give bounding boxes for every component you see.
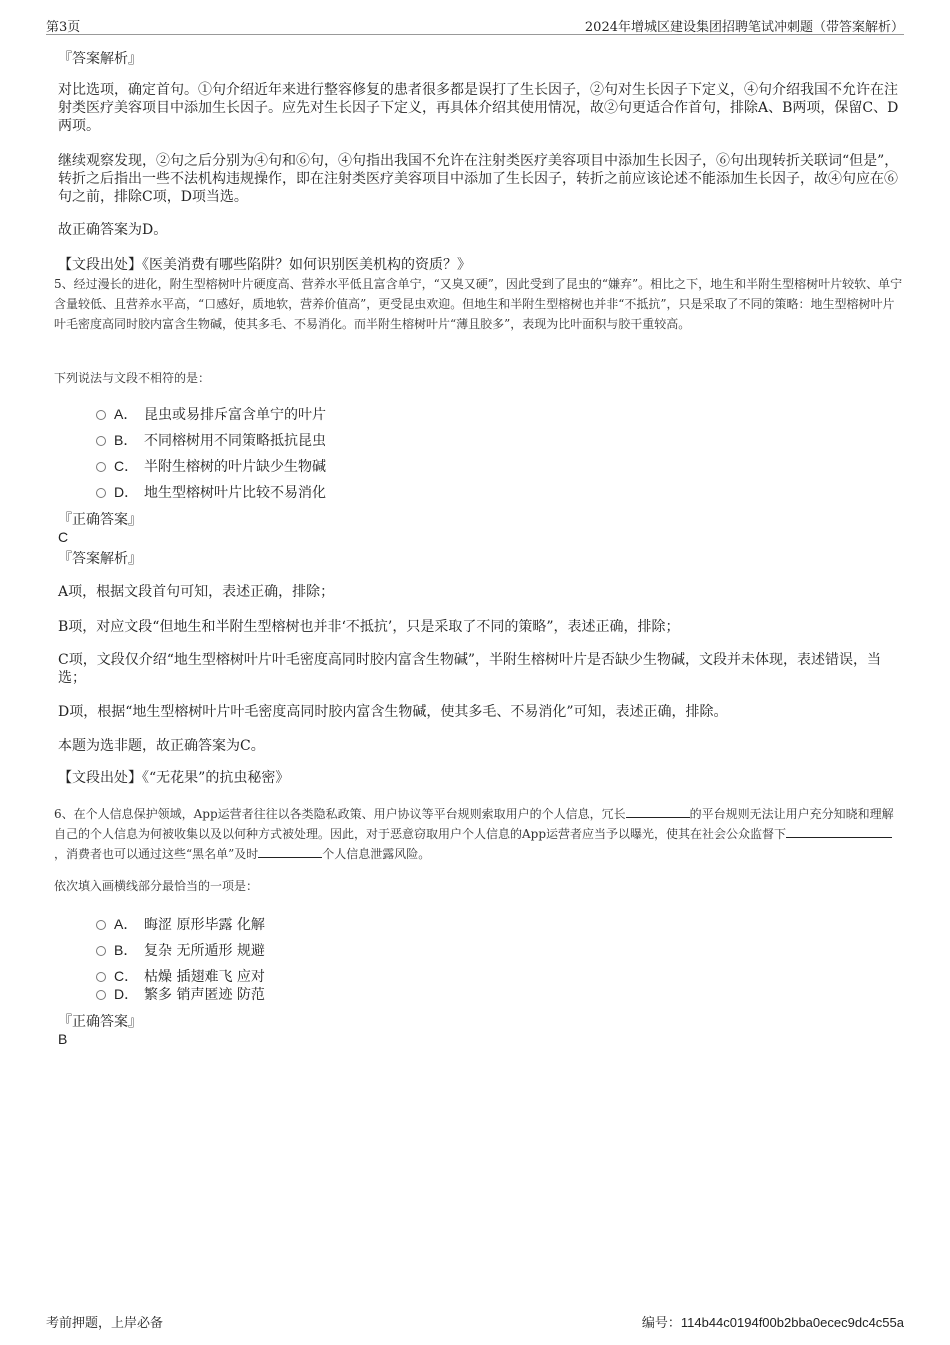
q6-stem: 6、在个人信息保护领域，App运营者往往以各类隐私政策、用户协议等平台规则索取用户的个人信息，冗长 的平台规则无法让用户充分知晓和理解自己的个人信息为何被收集以及以何种方式被处理。因此，对于恶意窃取用户个人信息的App运营者应当予以曝光，使其在社会公众监督下，消费者也可以通过这些“黑名单”及时 个人信息泄露风险。 xyxy=(54,807,894,861)
q5-analysis-d: D项，根据“地生型榕树叶片叶毛密度高同时胶内富含生物碱，使其多毛、不易消化”可知，表述正确，排除。 xyxy=(58,704,728,720)
q4-analysis-para3: 故正确答案为D。 xyxy=(58,222,168,238)
q5-analysis-b: B项，对应文段“但地生和半附生型榕树也并非‘不抵抗’，只是采取了不同的策略”，表述正确，排除； xyxy=(58,619,680,635)
radio-icon[interactable] xyxy=(96,410,106,420)
q5-option-d[interactable]: D． 地生型榕树叶片比较不易消化 xyxy=(96,482,326,502)
q5-stem: 5、经过漫长的进化，附生型榕树叶片硬度高、营养水平低且富含单宁，“又臭又硬”，因此受到了昆虫的“嫌弃”。相比之下，地生和半附生型榕树叶片较软、单宁含量较低、且营养水平高，“口感好，质地软，营养价值高”，更受昆虫欢迎。但地生和半附生型榕树也并非“不抵抗”，只是采取了不同的策略：地生型榕树叶片叶毛密度高同时胶内富含生物碱，使其多毛、不易消化。而半附生榕树叶片“薄且胶多”，表现为比叶面积与胶干重较高。 xyxy=(54,277,903,331)
q6-option-c[interactable]: C． 枯燥 插翅难飞 应对 xyxy=(96,966,265,986)
q5-question: 下列说法与文段不相符的是： xyxy=(54,371,211,385)
q5-answer-label: 『正确答案』 xyxy=(58,512,142,528)
footer-slogan: 考前押题，上岸必备 xyxy=(46,1316,164,1331)
q4-source: 【文段出处】《医美消费有哪些陷阱？如何识别医美机构的资质？》 xyxy=(58,257,471,273)
radio-icon[interactable] xyxy=(96,990,106,1000)
q4-analysis-para2: 继续观察发现，②句之后分别为④句和⑥句，④句指出我国不允许在注射类医疗美容项目中添加生长因子，⑥句出现转折关联词“但是”，转折之后指出一些不法机构违规操作，即在注射类医疗美容项目中添加了生长因子，转折之前应该论述不能添加生长因子，故④句应在⑥句之前，排除C项，D项当选。 xyxy=(58,153,899,205)
q6-question: 依次填入画横线部分最恰当的一项是： xyxy=(54,879,259,893)
radio-icon[interactable] xyxy=(96,436,106,446)
document-title: 2024年增城区建设集团招聘笔试冲刺题（带答案解析） xyxy=(584,20,904,35)
q5-source: 【文段出处】《“无花果”的抗虫秘密》 xyxy=(58,770,290,786)
q6-option-d[interactable]: D． 繁多 销声匿迹 防范 xyxy=(96,984,265,1004)
document-code: 编号：114b44c0194f00b2bba0ecec9dc4c55a xyxy=(641,1315,904,1331)
radio-icon[interactable] xyxy=(96,946,106,956)
q4-analysis-para1: 对比选项，确定首句。①句介绍近年来进行整容修复的患者很多都是误打了生长因子，②句对生长因子下定义，④句介绍我国不允许在注射类医疗美容项目中添加生长因子。应先对生长因子下定义，再具体介绍其使用情况，故②句更适合作首句，排除A、B两项，保留C、D两项。 xyxy=(58,82,899,134)
q5-analysis-c: C项，文段仅介绍“地生型榕树叶片叶毛密度高同时胶内富含生物碱”，半附生榕树叶片是否缺少生物碱，文段并未体现，表述错误，当选； xyxy=(58,652,882,686)
radio-icon[interactable] xyxy=(96,488,106,498)
radio-icon[interactable] xyxy=(96,920,106,930)
q4-analysis-label-block xyxy=(58,50,904,68)
fill-blank-3[interactable] xyxy=(258,845,322,858)
q5-conclusion: 本题为选非题，故正确答案为C。 xyxy=(58,738,265,754)
q5-option-c[interactable]: C． 半附生榕树的叶片缺少生物碱 xyxy=(96,456,326,476)
q5-option-b[interactable]: B． 不同榕树用不同策略抵抗昆虫 xyxy=(96,430,326,450)
q6-answer: B xyxy=(58,1031,68,1047)
radio-icon[interactable] xyxy=(96,972,106,982)
fill-blank-1[interactable] xyxy=(626,805,690,818)
fill-blank-2[interactable] xyxy=(786,825,892,838)
q5-option-a[interactable]: A． 昆虫或易排斥富含单宁的叶片 xyxy=(96,404,326,424)
q5-analysis-a: A项，根据文段首句可知，表述正确，排除； xyxy=(58,584,335,600)
q6-option-b[interactable]: B． 复杂 无所遁形 规避 xyxy=(96,940,265,960)
q5-answer: C xyxy=(58,529,69,545)
q6-answer-label: 『正确答案』 xyxy=(58,1014,142,1030)
radio-icon[interactable] xyxy=(96,462,106,472)
q4-analysis-label: 『答案解析』 xyxy=(58,51,142,67)
page-header xyxy=(46,14,904,35)
q6-option-a[interactable]: A． 晦涩 原形毕露 化解 xyxy=(96,914,265,934)
page-number: 第3页 xyxy=(46,20,81,35)
q5-analysis-label: 『答案解析』 xyxy=(58,551,142,567)
